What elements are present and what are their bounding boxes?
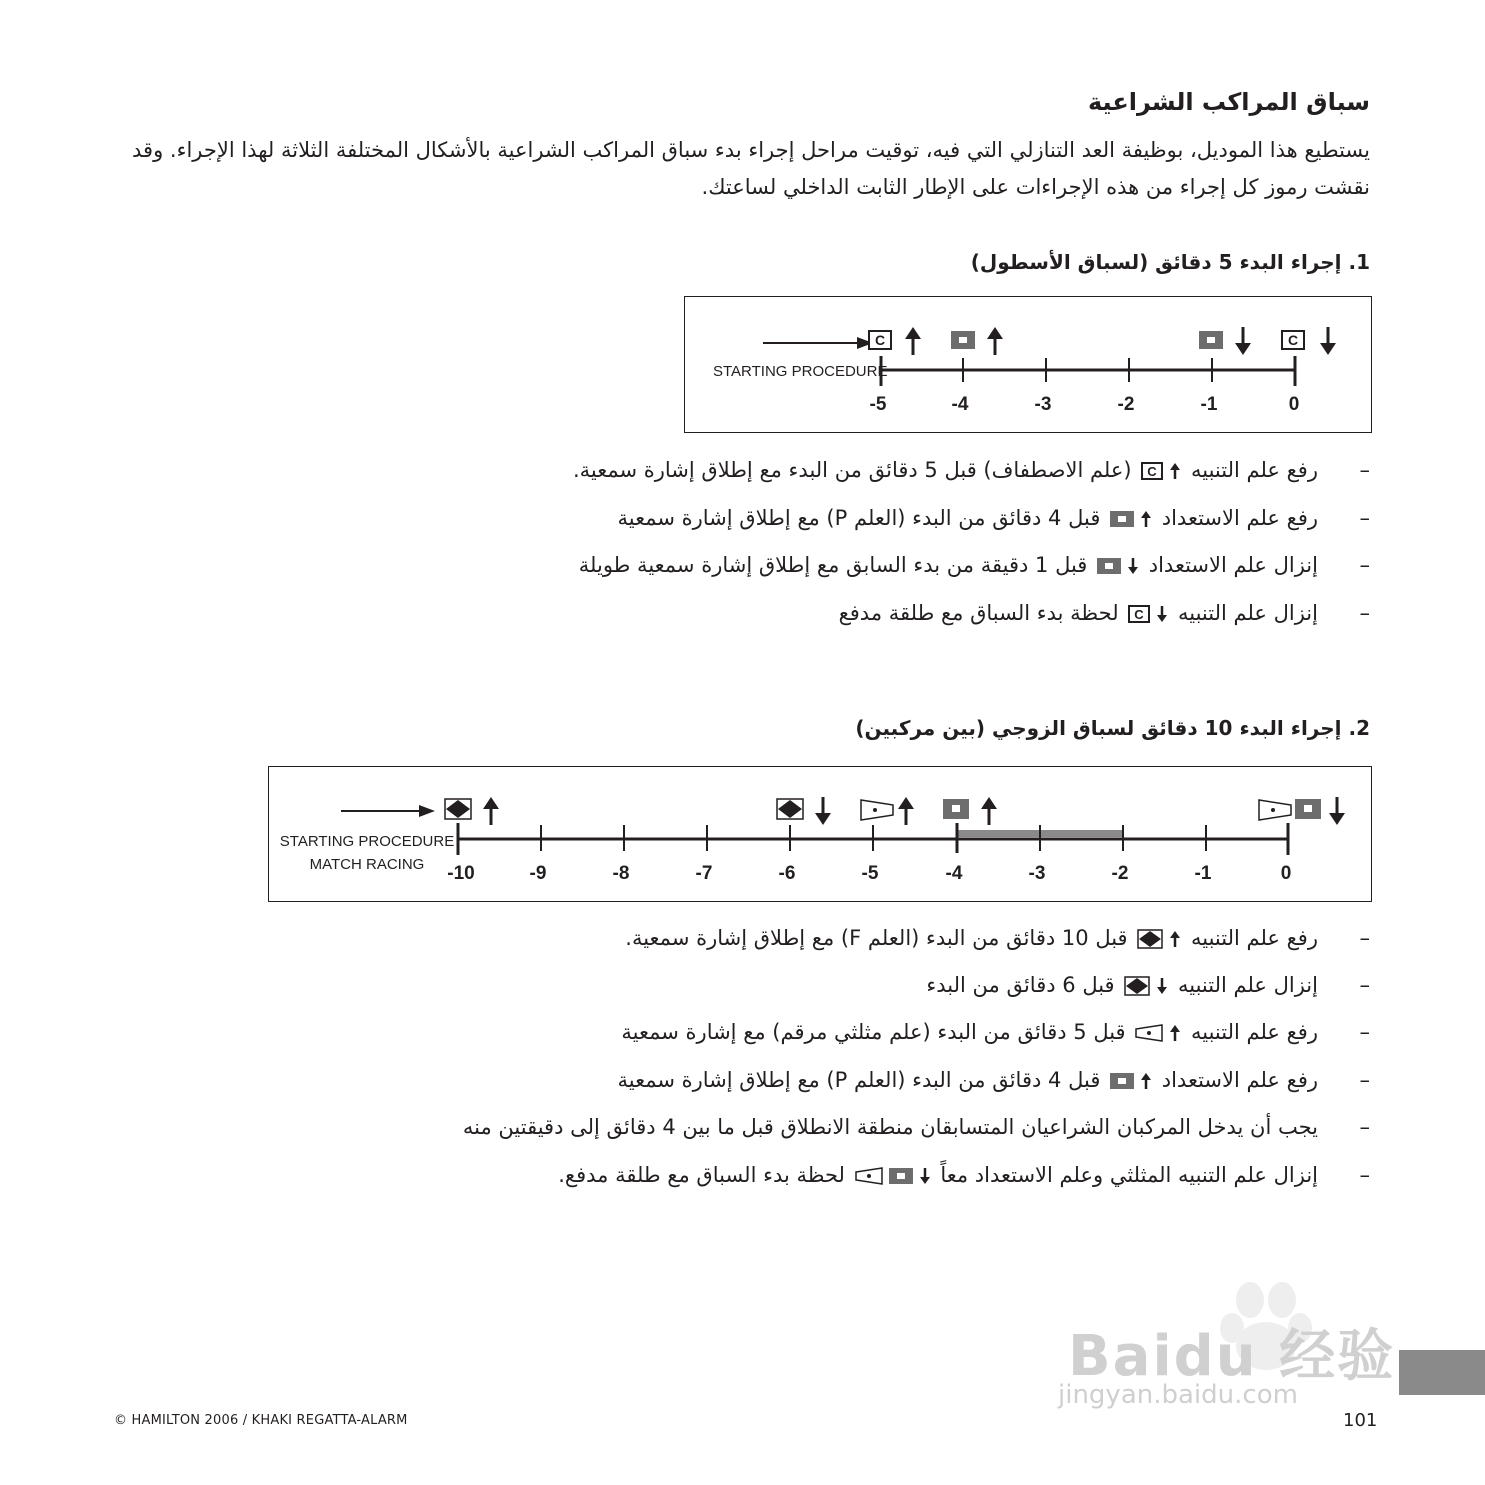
- fleet-race-timeline-diagram: [684, 296, 1372, 433]
- arrow-up-icon: [1169, 930, 1181, 948]
- tick-label: -2: [1117, 394, 1135, 415]
- section2-heading: 2. إجراء البدء 10 دقائق لسباق الزوجي (بين مركبين): [855, 716, 1370, 740]
- svg-text:C: C: [1134, 607, 1144, 622]
- tick-label: -1: [1200, 394, 1218, 415]
- arrow-down-icon: [1156, 977, 1168, 995]
- preparatory-flag-icon: [1199, 331, 1223, 349]
- f-flag-icon: [777, 799, 803, 819]
- class-flag-icon: [1282, 331, 1304, 349]
- list-item: –رفع علم الاستعداد قبل 4 دقائق من البدء (العلم P) مع إطلاق إشارة سمعية: [617, 506, 1370, 530]
- list-item: –إنزال علم التنبيه قبل 6 دقائق من البدء: [926, 973, 1370, 997]
- procedure-label: STARTING PROCEDURE: [279, 833, 455, 850]
- tick-label: -2: [1111, 863, 1129, 884]
- list-item: –يجب أن يدخل المركبان الشراعيان المتسابقان منطقة الانطلاق قبل ما بين 4 دقائق إلى دقيقتين منه: [462, 1115, 1370, 1139]
- tick-label: -10: [447, 863, 475, 884]
- intro-paragraph: يستطيع هذا الموديل، بوظيفة العد التنازلي التي فيه، توقيت مراحل إجراء بدء سباق المراكب الشراعية بالأشكال المختلفة الثلاثة لهذا الإجراء. وقد نقشت رموز كل إجراء من هذه الإجراءات على الإطار الثابت الداخلي لساعتك.: [132, 138, 1370, 199]
- numbered-pennant-icon: [1135, 1023, 1163, 1043]
- preparatory-flag-icon: [951, 331, 975, 349]
- arrow-down-icon: [1156, 605, 1168, 623]
- class-flag-icon: [1141, 462, 1163, 480]
- f-flag-icon: [1137, 929, 1163, 949]
- pointer-arrow-icon: [763, 337, 873, 349]
- arrow-up-icon: [981, 797, 997, 825]
- page-tab-marker: [1399, 1350, 1485, 1395]
- list-item: –رفع علم التنبيه قبل 10 دقائق من البدء (العلم F) مع إطلاق إشارة سمعية.: [625, 926, 1370, 950]
- footer-copyright: © HAMILTON 2006 / KHAKI REGATTA-ALARM: [114, 1413, 408, 1428]
- preparatory-flag-icon: [889, 1167, 913, 1185]
- class-flag-icon: [869, 331, 891, 349]
- preparatory-flag-icon: [943, 799, 969, 819]
- list-item: –إنزال علم التنبيه المثلثي وعلم الاستعداد معاً لحظة بدء السباق مع طلقة مدفع.: [558, 1163, 1370, 1187]
- list-item: –رفع علم الاستعداد قبل 4 دقائق من البدء (العلم P) مع إطلاق إشارة سمعية: [617, 1068, 1370, 1092]
- arrow-down-icon: [1235, 327, 1251, 355]
- arrow-down-icon: [1127, 557, 1139, 575]
- arrow-down-icon: [919, 1167, 931, 1185]
- tick-label: -5: [869, 394, 887, 415]
- pointer-arrow-icon: [341, 805, 435, 817]
- watermark-url: jingyan.baidu.com: [1058, 1380, 1298, 1410]
- arrow-up-icon: [1140, 510, 1152, 528]
- preparatory-flag-icon: [1295, 799, 1321, 819]
- tick-label: -7: [695, 863, 713, 884]
- arrow-up-icon: [905, 327, 921, 355]
- numbered-pennant-icon: [861, 800, 893, 820]
- numbered-pennant-icon: [855, 1166, 883, 1186]
- list-item: –إنزال علم التنبيه C لحظة بدء السباق مع طلقة مدفع: [838, 601, 1370, 625]
- arrow-down-icon: [1329, 797, 1345, 825]
- procedure-label: STARTING PROCEDURE: [713, 363, 888, 380]
- preparatory-flag-icon: [1097, 557, 1121, 575]
- f-flag-icon: [1124, 976, 1150, 996]
- preparatory-flag-icon: [1110, 1072, 1134, 1090]
- tick-label: -9: [529, 863, 547, 884]
- tick-label: -4: [945, 863, 963, 884]
- class-flag-icon: [1128, 605, 1150, 623]
- arrow-up-icon: [1169, 462, 1181, 480]
- section1-heading: 1. إجراء البدء 5 دقائق (لسباق الأسطول): [970, 250, 1370, 274]
- tick-label: -6: [778, 863, 796, 884]
- preparatory-flag-icon: [1110, 510, 1134, 528]
- match-race-timeline-diagram: [268, 766, 1372, 902]
- tick-label: -4: [951, 394, 969, 415]
- list-item: –رفع علم التنبيه C (علم الاصطفاف) قبل 5 دقائق من البدء مع إطلاق إشارة سمعية.: [572, 458, 1370, 482]
- watermark-brand: Baidu 经验: [1068, 1324, 1396, 1389]
- list-item: –رفع علم التنبيه قبل 5 دقائق من البدء (علم مثلثي مرقم) مع إشارة سمعية: [621, 1020, 1370, 1044]
- arrow-down-icon: [815, 797, 831, 825]
- tick-label: -5: [861, 863, 879, 884]
- arrow-down-icon: [1320, 327, 1336, 355]
- tick-label: 0: [1280, 863, 1292, 884]
- tick-label: -1: [1194, 863, 1212, 884]
- tick-label: 0: [1288, 394, 1300, 415]
- svg-text:C: C: [874, 332, 886, 348]
- svg-text:C: C: [1287, 332, 1299, 348]
- list-item: –إنزال علم الاستعداد قبل 1 دقيقة من بدء السابق مع إطلاق إشارة سمعية طويلة: [578, 553, 1370, 577]
- tick-label: -3: [1034, 394, 1052, 415]
- numbered-pennant-icon: [1259, 800, 1291, 820]
- arrow-up-icon: [898, 797, 914, 825]
- arrow-up-icon: [1169, 1024, 1181, 1042]
- procedure-label: MATCH RACING: [309, 856, 425, 873]
- tick-label: -3: [1028, 863, 1046, 884]
- f-flag-icon: [445, 799, 471, 819]
- arrow-up-icon: [483, 797, 499, 825]
- page-title: سباق المراكب الشراعية: [1088, 88, 1370, 116]
- arrow-up-icon: [987, 327, 1003, 355]
- page-number: 101: [1343, 1410, 1378, 1431]
- arrow-up-icon: [1140, 1072, 1152, 1090]
- tick-label: -8: [612, 863, 630, 884]
- svg-text:C: C: [1147, 464, 1157, 479]
